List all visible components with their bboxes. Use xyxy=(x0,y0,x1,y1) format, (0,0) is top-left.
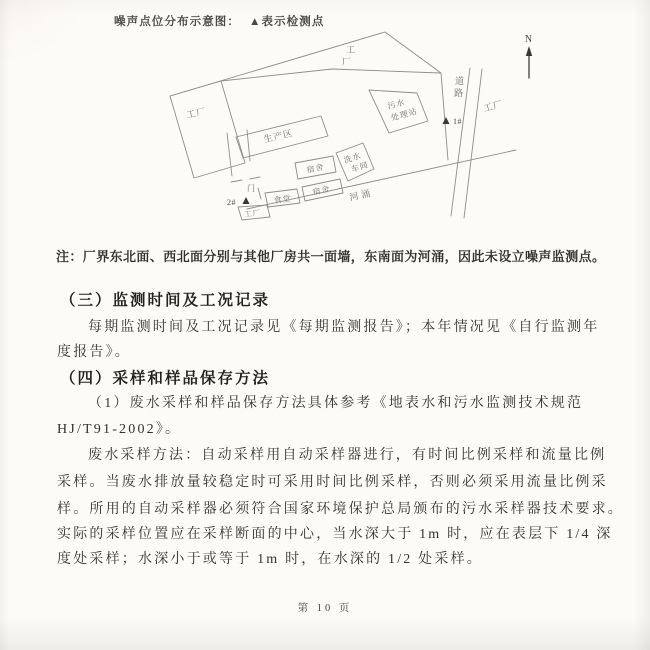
section-4-p2-line-4: 实际的采样位置应在采样断面的中心，当水深大于 1m 时，应在表层下 1/4 深 xyxy=(57,527,613,542)
section-4-p2-line-2: 采样。当废水排放量较稳定时可采用时间比例采样，否则必须采用流量比例采 xyxy=(57,475,608,490)
section-4-p1-line-2: HJ/T91-2002》。 xyxy=(57,422,182,437)
dormitory-2-label: 宿舍 xyxy=(311,184,332,197)
diagram-legend-text: ▲表示检测点 xyxy=(249,16,325,28)
production-area-label: 生产区 xyxy=(262,127,295,145)
north-arrowhead-icon xyxy=(526,46,532,56)
site-diagram xyxy=(0,0,650,240)
monitor-point-2-label: 2# xyxy=(227,198,236,207)
sewage-label-line2: 处理站 xyxy=(390,106,419,123)
monitor-point-2 xyxy=(227,197,250,207)
road-lines xyxy=(451,68,482,218)
bottom-factory-label: 工厂 xyxy=(243,208,262,219)
section-4-p2-line-1: 废水采样方法：自动采样用自动采样器进行，有时间比例采样和流量比例 xyxy=(88,448,607,463)
page-number: 第 10 页 xyxy=(297,603,353,614)
triangle-marker-icon xyxy=(443,117,450,124)
wash-workshop-label-line1: 洗水 xyxy=(342,150,363,166)
sewage-label-line1: 污水 xyxy=(386,97,407,111)
building-wash-workshop xyxy=(336,143,374,181)
svg-text:厂: 厂 xyxy=(341,57,353,67)
section-3-line-1: 每期监测时间及工况记录见《每期监测报告》；本年情况见《自行监测年 xyxy=(88,320,600,335)
canteen-label: 食堂 xyxy=(273,193,293,206)
section-4-p2-line-5: 度处采样；水深小于或等于 1m 时，在水深的 1/2 处采样。 xyxy=(57,552,483,567)
triangle-marker-icon xyxy=(243,197,250,204)
building-dormitory-2 xyxy=(302,179,343,201)
wash-workshop-label-line2: 车间 xyxy=(349,160,370,175)
building-left-factory xyxy=(170,81,245,178)
top-factory-label xyxy=(342,45,356,67)
river-line xyxy=(247,150,516,209)
section-4-p1-line-1: （1）废水采样和样品保存方法具体参考《地表水和污水监测技术规范 xyxy=(88,396,584,411)
building-dormitory-1 xyxy=(295,156,336,179)
section-3-line-2: 度报告》。 xyxy=(57,345,131,360)
gate-label: 门 xyxy=(247,184,256,193)
svg-text:工: 工 xyxy=(345,45,357,55)
river-label: 河涌 xyxy=(348,187,375,203)
building-sewage-treatment xyxy=(369,90,428,133)
section-4-heading: （四）采样和样品保存方法 xyxy=(60,370,271,387)
north-arrow xyxy=(525,34,533,78)
section-4-p2-line-3: 样。所用的自动采样器必须符合国家环境保护总局颁布的污水采样器技术要求。 xyxy=(57,502,624,517)
left-factory-label: 工厂 xyxy=(185,106,208,121)
diagram-note: 注：厂界东北面、西北面分别与其他厂房共一面墙，东南面为河涌，因此未设立噪声监测点。 xyxy=(56,249,606,264)
north-label: N xyxy=(524,34,534,45)
road-label-char1: 道 xyxy=(454,76,466,86)
road-label-char2: 路 xyxy=(453,88,465,98)
building-production-area xyxy=(236,116,328,158)
dormitory-1-label: 宿舍 xyxy=(305,162,326,175)
section-3-heading: （三）监测时间及工况记录 xyxy=(60,292,271,309)
gate xyxy=(227,130,261,199)
monitor-point-1-label: 1# xyxy=(453,117,462,126)
diagram-title-text: 噪声点位分布示意图： xyxy=(114,16,240,28)
right-factory-label: 工厂 xyxy=(482,98,505,114)
